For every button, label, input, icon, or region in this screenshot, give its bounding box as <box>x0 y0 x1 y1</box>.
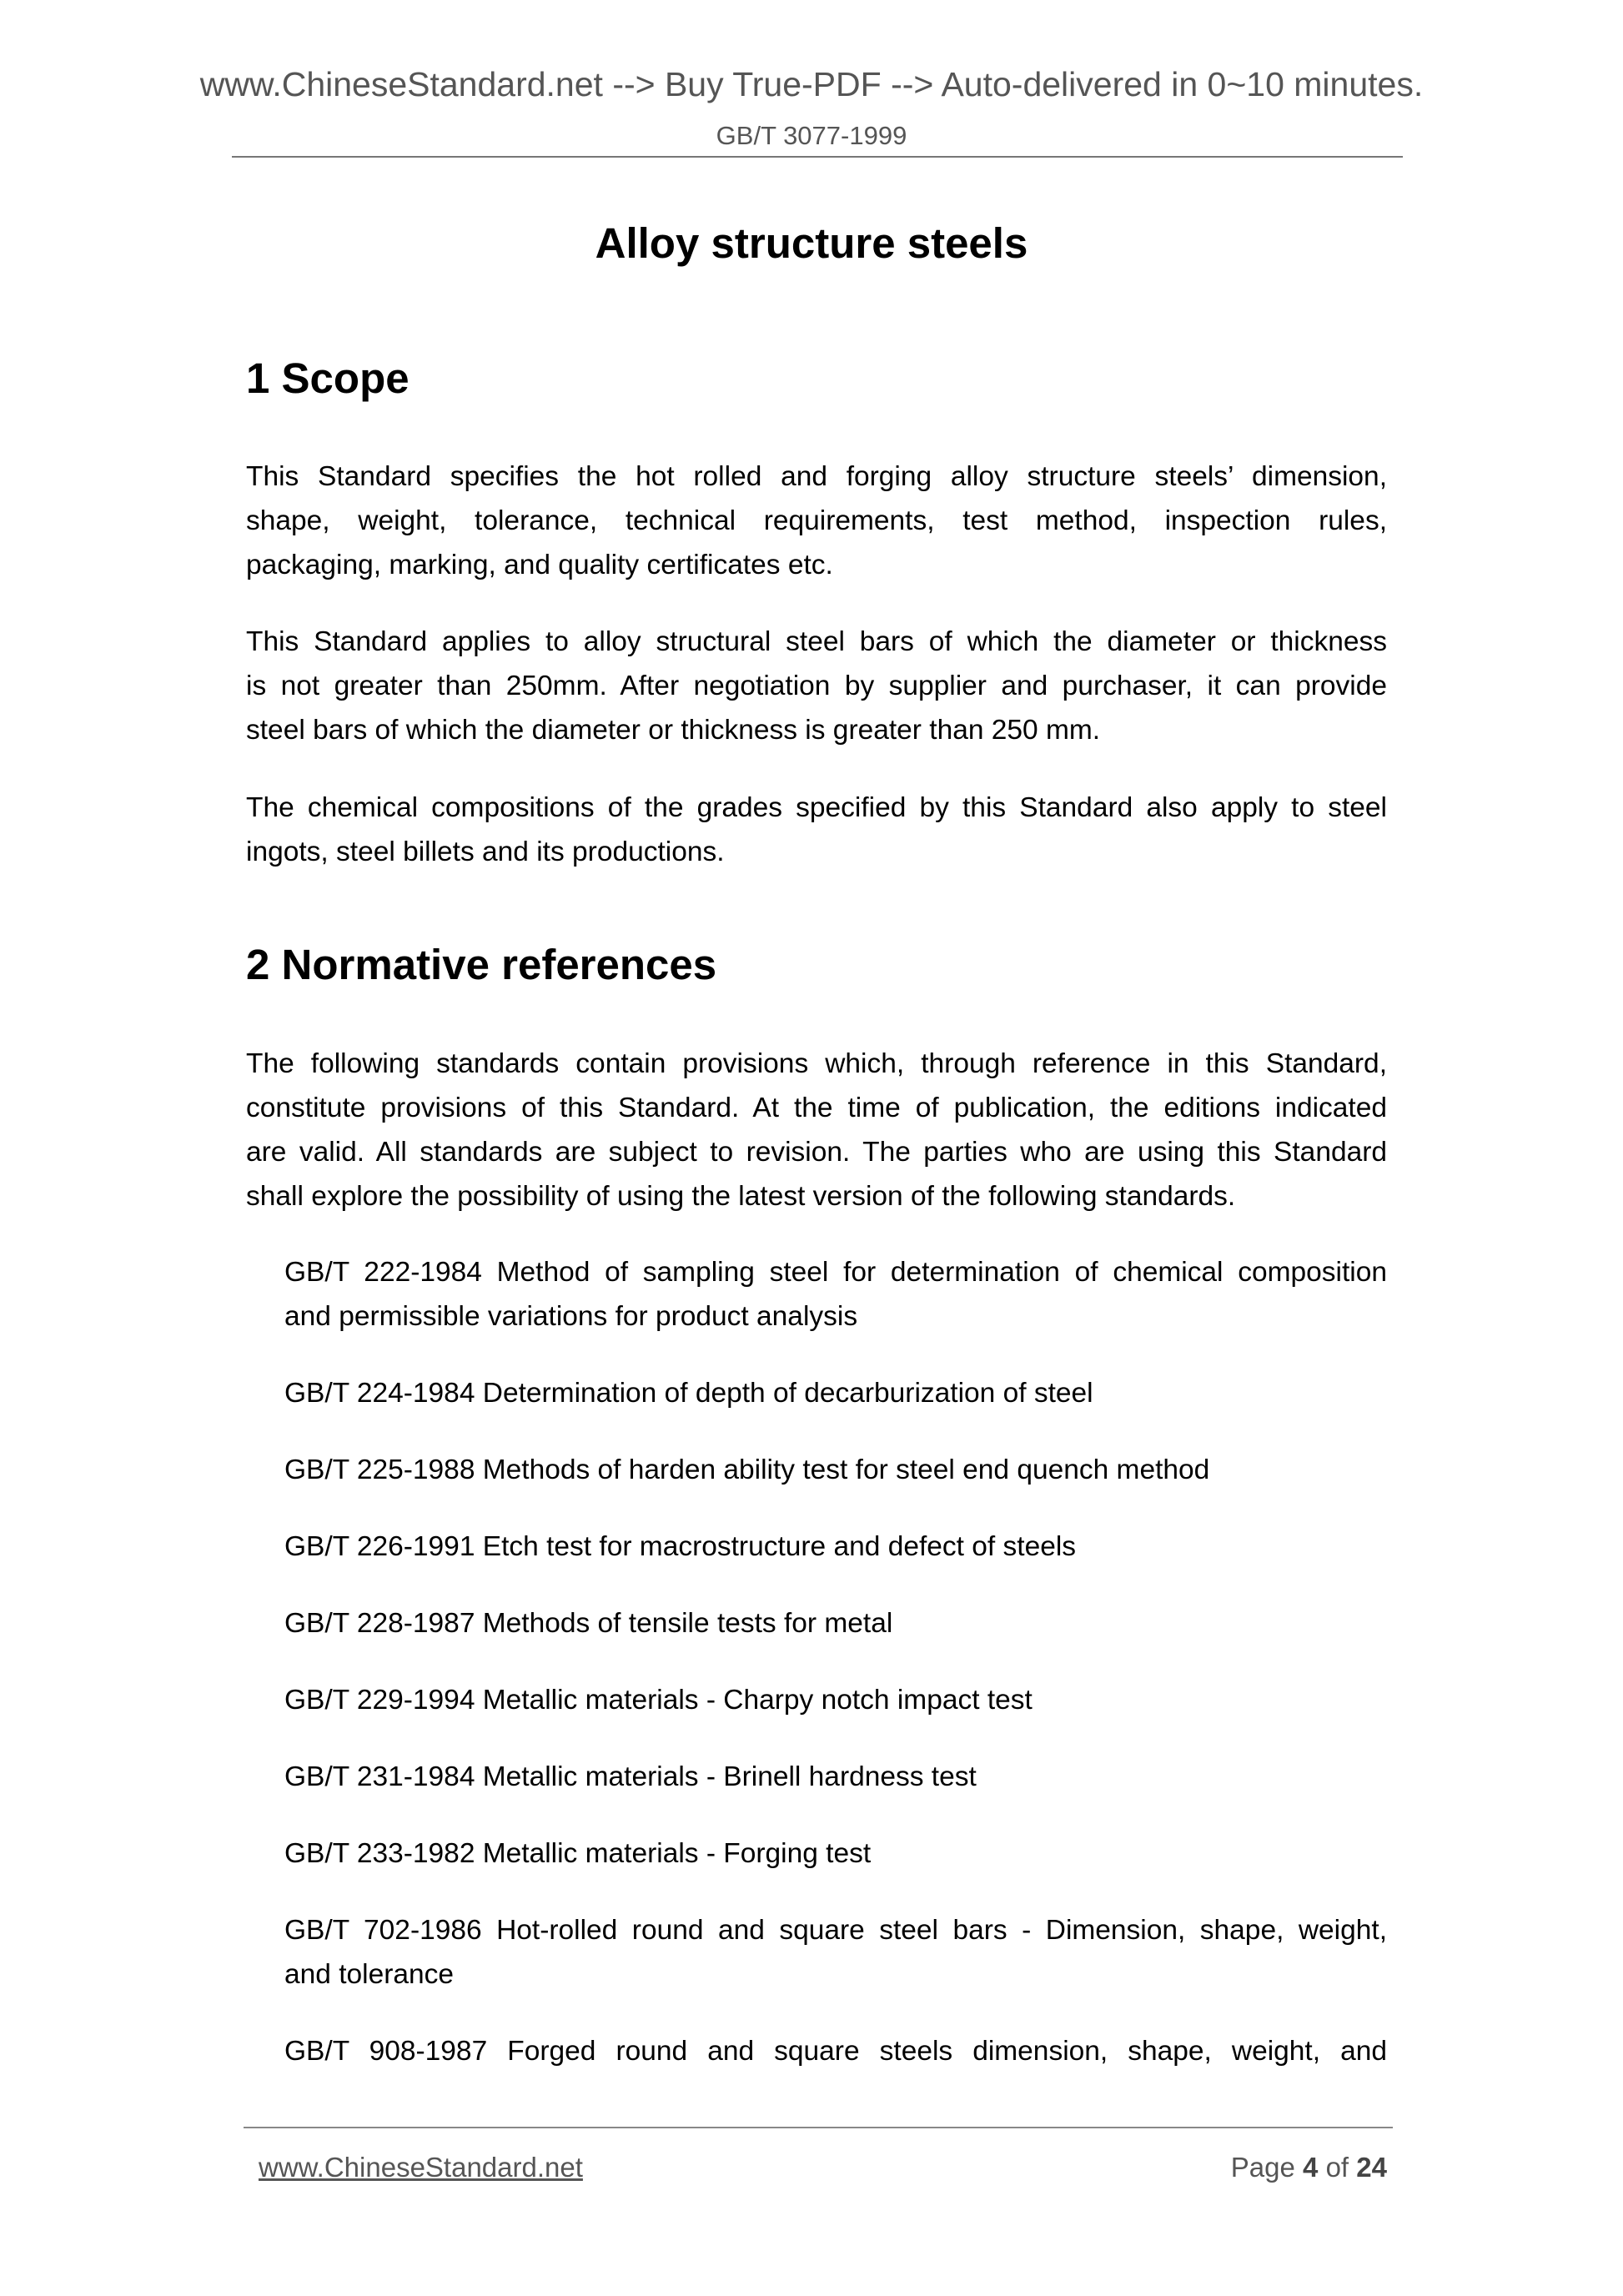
text-line: packaging, marking, and quality certificates etc. <box>246 550 833 580</box>
text-line: shall explore the possibility of using the latest version of the following standards. <box>246 1181 1236 1212</box>
text-line: GB/T 228-1987 Methods of tensile tests for metal <box>284 1608 893 1639</box>
text-line: is not greater than 250mm. After negotiation by supplier and purchaser, it can provide <box>246 671 1387 701</box>
text-line: GB/T 222-1984 Method of sampling steel for determination of chemical composition <box>284 1257 1387 1288</box>
text-line: GB/T 229-1994 Metallic materials - Charpy notch impact test <box>284 1685 1033 1716</box>
reference-item <box>284 1755 1387 1799</box>
text-line: GB/T 231-1984 Metallic materials - Brinell hardness test <box>284 1761 977 1792</box>
text-line: The following standards contain provisions which, through reference in this Standard, <box>246 1048 1387 1079</box>
footer-divider <box>244 2127 1393 2128</box>
reference-item <box>284 1448 1387 1492</box>
section-heading-normative-references: 2 Normative references <box>246 941 717 988</box>
text-line: GB/T 226-1991 Etch test for macrostructure and defect of steels <box>284 1531 1077 1562</box>
reference-item <box>284 1525 1387 1569</box>
text-line: and permissible variations for product analysis <box>284 1301 858 1332</box>
reference-item <box>284 2029 1387 2073</box>
text-line: This Standard applies to alloy structural steel bars of which the diameter or thickness <box>246 626 1387 657</box>
reference-item <box>284 1250 1387 1339</box>
page-current: 4 <box>1303 2152 1319 2183</box>
reference-item <box>284 1908 1387 1997</box>
header-banner: www.ChineseStandard.net --> Buy True-PDF --> Auto-delivered in 0~10 minutes. <box>199 65 1424 103</box>
page-total: 24 <box>1356 2152 1387 2183</box>
text-line: GB/T 224-1984 Determination of depth of decarburization of steel <box>284 1378 1093 1409</box>
reference-item <box>284 1831 1387 1876</box>
page-of: of <box>1325 2152 1349 2183</box>
text-line: shape, weight, tolerance, technical requirements, test method, inspection rules, <box>246 505 1387 536</box>
text-line: GB/T 908-1987 Forged round and square steels dimension, shape, weight, and <box>284 2036 1387 2067</box>
paragraph <box>246 1042 1387 1218</box>
text-line: GB/T 225-1988 Methods of harden ability test for steel end quench method <box>284 1454 1210 1485</box>
text-line: steel bars of which the diameter or thickness is greater than 250 mm. <box>246 715 1101 746</box>
reference-item <box>284 1371 1387 1415</box>
reference-item <box>284 1678 1387 1722</box>
document-title: Alloy structure steels <box>595 219 1028 267</box>
text-line: The chemical compositions of the grades specified by this Standard also apply to steel <box>246 792 1387 823</box>
text-line: ingots, steel billets and its productions. <box>246 837 725 867</box>
page-prefix: Page <box>1230 2152 1295 2183</box>
paragraph <box>246 620 1387 752</box>
paragraph <box>246 455 1387 587</box>
text-line: GB/T 233-1982 Metallic materials - Forging test <box>284 1838 872 1869</box>
paragraph <box>246 786 1387 874</box>
text-line: This Standard specifies the hot rolled and forging alloy structure steels’ dimension, <box>246 461 1387 492</box>
header-divider <box>232 156 1403 158</box>
page-number <box>1231 2152 1387 2183</box>
section-heading-scope: 1 Scope <box>246 354 410 402</box>
footer-website-link[interactable]: www.ChineseStandard.net <box>259 2152 583 2183</box>
text-line: and tolerance <box>284 1959 455 1990</box>
header-standard-id: GB/T 3077-1999 <box>716 121 907 150</box>
text-line: GB/T 702-1986 Hot-rolled round and square steel bars - Dimension, shape, weight, <box>284 1915 1387 1946</box>
reference-item <box>284 1601 1387 1645</box>
text-line: are valid. All standards are subject to revision. The parties who are using this Standard <box>246 1137 1387 1168</box>
text-line: constitute provisions of this Standard. At the time of publication, the editions indicated <box>246 1093 1387 1123</box>
